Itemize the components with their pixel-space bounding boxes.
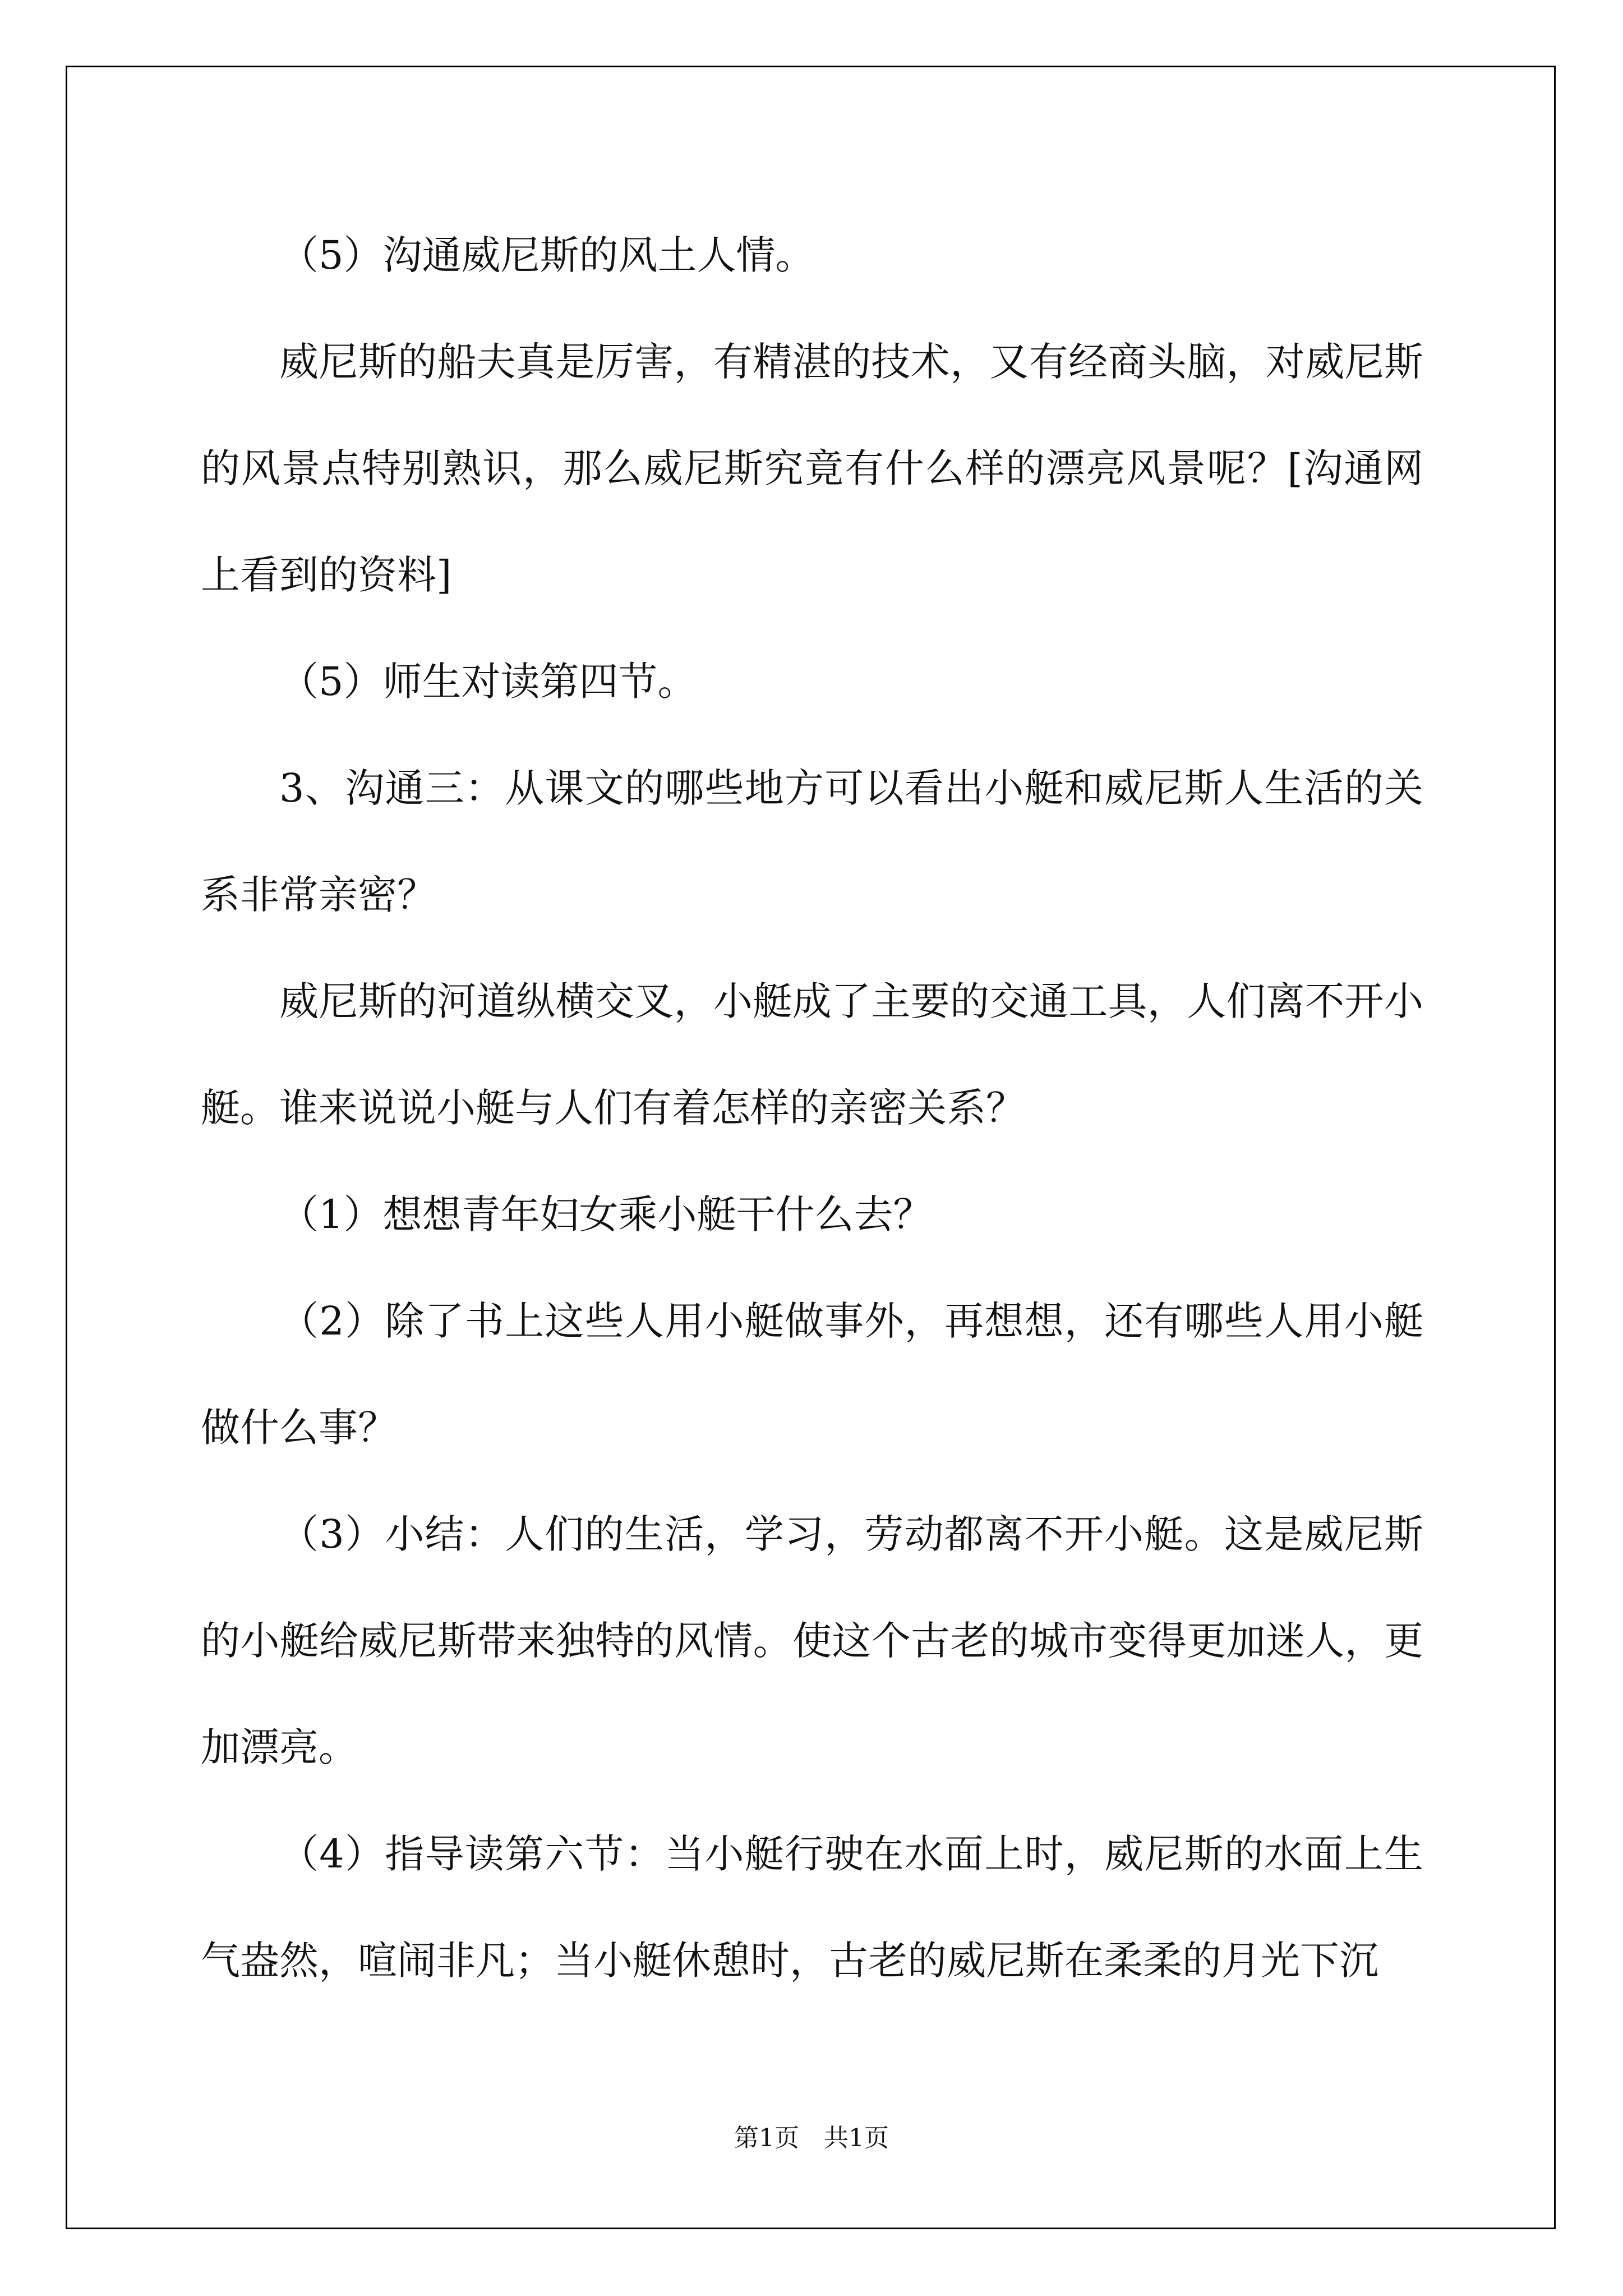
paragraph: 威尼斯的船夫真是厉害，有精湛的技术，又有经商头脑，对威尼斯的风景点特别熟识，那么威尼斯究竟有什么样的漂亮风景呢？[沟通网上看到的资料] <box>201 339 1423 598</box>
paragraph: （5）师生对读第四节。 <box>279 659 697 705</box>
paragraph: 威尼斯的河道纵横交叉，小艇成了主要的交通工具，人们离不开小艇。谁来说说小艇与人们有着怎样的亲密关系？ <box>201 978 1423 1131</box>
paragraph: （1）想想青年妇女乘小艇干什么去？ <box>279 1191 933 1237</box>
paragraph: （2）除了书上这些人用小艇做事外，再想想，还有哪些人用小艇做什么事？ <box>201 1298 1423 1451</box>
paragraph: （3）小结：人们的生活，学习，劳动都离不开小艇。这是威尼斯的小艇给威尼斯带来独特的风情。使这个古老的城市变得更加迷人，更加漂亮。 <box>201 1511 1423 1770</box>
paragraph: （5）沟通威尼斯的风土人情。 <box>279 232 815 278</box>
paragraph: （4）指导读第六节：当小艇行驶在水面上时，威尼斯的水面上生气盎然，喧闹非凡；当小艇休憩时，古老的威尼斯在柔柔的月光下沉 <box>201 1831 1423 1984</box>
paragraph: 3、沟通三：从课文的哪些地方可以看出小艇和威尼斯人生活的关系非常亲密？ <box>201 765 1423 918</box>
document-body <box>201 202 1423 2014</box>
page-number: 第1页 共1页 <box>734 2124 889 2152</box>
